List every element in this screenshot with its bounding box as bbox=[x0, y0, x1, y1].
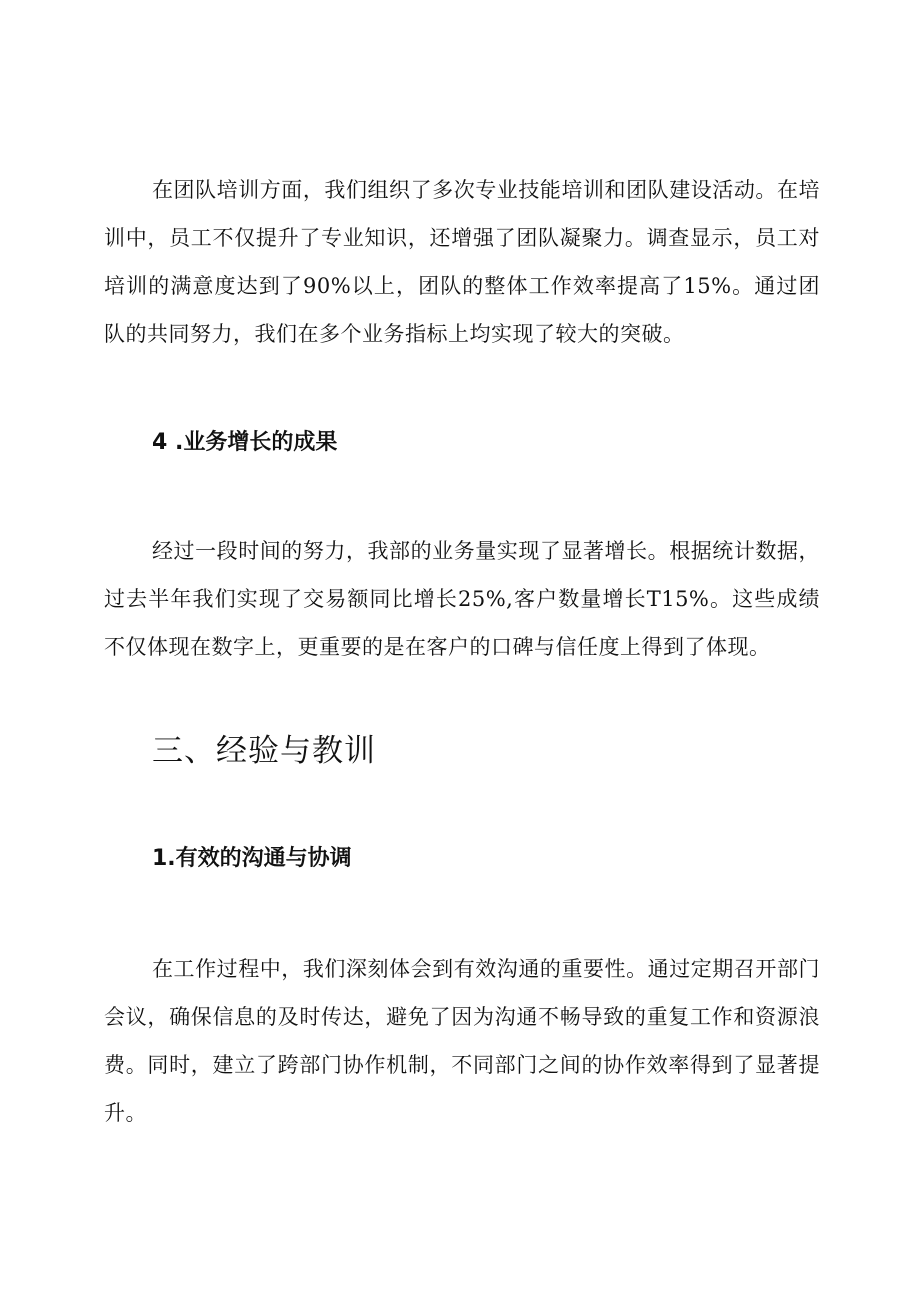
paragraph-business-growth: 经过一段时间的努力，我部的业务量实现了显著增长。根据统计数据，过去半年我们实现了交易额同比增长25%,客户数量增长T15%。这些成绩不仅体现在数字上，更重要的是在客户的口碑与信任度上得到了体现。 bbox=[104, 539, 820, 659]
heading-business-growth: 4 .业务增长的成果 bbox=[152, 430, 338, 455]
paragraph-team-training: 在团队培训方面，我们组织了多次专业技能培训和团队建设活动。在培训中，员工不仅提升了专业知识，还增强了团队凝聚力。调查显示，员工对培训的满意度达到了90%以上，团队的整体工作效率提高了15%。通过团队的共同努力，我们在多个业务指标上均实现了较大的突破。 bbox=[104, 178, 820, 346]
heading-communication: 1.有效的沟通与协调 bbox=[152, 846, 352, 871]
section-heading-lessons: 三、经验与教训 bbox=[152, 733, 376, 769]
paragraph-communication: 在工作过程中，我们深刻体会到有效沟通的重要性。通过定期召开部门会议，确保信息的及时传达，避免了因为沟通不畅导致的重复工作和资源浪费。同时，建立了跨部门协作机制，不同部门之间的协作效率得到了显著提升。 bbox=[104, 957, 820, 1125]
